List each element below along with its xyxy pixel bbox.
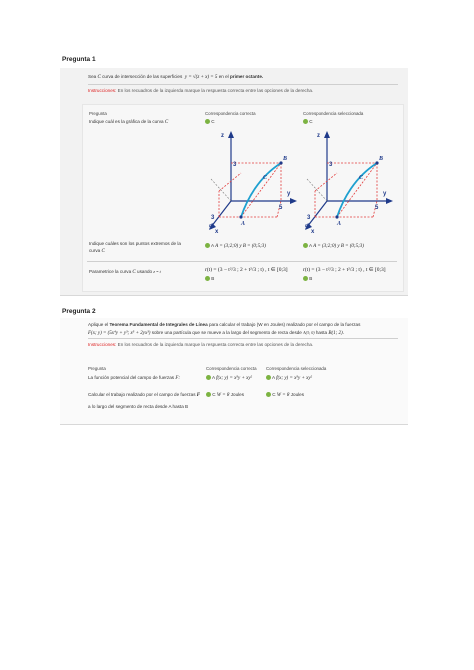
q1-item1-answer (205, 119, 215, 124)
q1-item2-selected-text: A = (3;2;0) y B = (0;5;3) (313, 244, 364, 249)
axis-y-label: y (383, 191, 387, 197)
q2-item2-answer (206, 392, 244, 398)
q2-item1-answer-letter: A (212, 375, 215, 380)
q2-divider (88, 338, 398, 339)
q1-item2-answer (205, 243, 266, 249)
q2-field: F(x; y) = (5x⁴y + y³; x⁵ + 2yx³) (88, 331, 151, 336)
q1-item1-answer-letter: C (211, 119, 215, 124)
q2-item1-answer (206, 375, 252, 381)
q2-line1-a: Aplique el (88, 322, 109, 327)
q1-item3-text: Parametrice la curva (89, 269, 132, 274)
q1-graph-selected (303, 129, 395, 233)
q1-graph-correct (207, 129, 299, 233)
q2-instructions (88, 342, 313, 347)
check-icon (266, 375, 271, 380)
q2-col-seleccionada: Correspondencia seleccionada (266, 366, 327, 371)
q1-stmt: curva de intersección de las superficies (102, 74, 183, 79)
check-icon (206, 375, 211, 380)
check-icon (205, 276, 210, 281)
q2-item1-question (88, 375, 180, 381)
q2-item1-selected-letter: A (272, 375, 275, 380)
q2-point-b: B(1; 2). (328, 331, 344, 336)
q2-col-pregunta: Pregunta (88, 366, 106, 371)
axis-x-label: x (215, 229, 219, 233)
q2-point-a: A(3; 0) (303, 330, 315, 335)
q2-theorem: Teorema Fundamental de Integrales de Línea (109, 322, 208, 327)
q1-item2-line2 (89, 248, 181, 254)
q1-item3-answer (205, 267, 288, 281)
curve-c-label: C (359, 175, 364, 181)
q1-item3-answer-letter: B (211, 276, 215, 281)
tick-y-5: 5 (375, 205, 379, 211)
tick-z-3: 3 (329, 162, 333, 168)
point-a-label: A (241, 221, 246, 227)
q1-item3-question (89, 269, 161, 275)
q1-curve-var: C (97, 75, 101, 80)
q1-item2-var: C (101, 249, 105, 254)
q2-item2-selected-unit: Joules (290, 392, 304, 397)
check-icon (303, 243, 308, 248)
q1-item3-param: z = t (153, 269, 161, 274)
curve-c-label: C (263, 175, 268, 181)
q2-line1-b: para calcular el trabajo (W en Joules) realizado por el campo de la fuerzas (208, 322, 361, 327)
q1-surfaces: y = √(z + x) = 5 (184, 75, 218, 80)
q2-hasta: hasta (315, 330, 328, 335)
q2-item2-selected-letter: C (272, 392, 276, 397)
point-b-label: B (379, 156, 384, 162)
q1-item3-selected-letter: B (309, 276, 313, 281)
q2-item2-answer-text: W = 8 (216, 393, 230, 398)
q1-sea: Sea (88, 74, 97, 79)
q1-table (82, 104, 404, 292)
q1-item1-selected[interactable] (303, 119, 313, 124)
q1-box (60, 68, 408, 296)
q2-item2-answer-letter: C (212, 392, 216, 397)
tick-x-3: 3 (307, 215, 311, 221)
q2-item2-var: F (196, 393, 201, 398)
q1-col-correcta: Correspondencia correcta (205, 111, 256, 116)
axis-y-label: y (287, 191, 291, 197)
q2-item2-question (88, 392, 200, 409)
q1-en-el: en el (218, 74, 229, 79)
q1-item3-selected[interactable] (303, 267, 386, 281)
q1-instr-lead: Instrucciones: (88, 88, 117, 93)
check-icon (303, 276, 308, 281)
q2-statement-l1 (88, 322, 360, 327)
tick-x-5: 5 (209, 225, 213, 231)
q2-item1-selected[interactable] (266, 375, 312, 381)
q1-statement (88, 74, 263, 80)
q2-title: Pregunta 2 (62, 308, 96, 315)
q1-item1-question (89, 119, 168, 125)
q1-item2-selected-letter: A (309, 243, 312, 248)
q1-item-divider (87, 261, 397, 262)
q2-item1-text: La función potencial del campo de fuerzas (88, 375, 175, 380)
q2-table (88, 366, 388, 418)
check-icon (205, 243, 210, 248)
q2-col-correcta: Correspondencia correcta (206, 366, 257, 371)
q1-item1-var: C (164, 120, 169, 125)
axis-z-label: z (317, 133, 320, 139)
q2-item1-answer-text: f(x; y) = x⁵y + xy² (216, 376, 253, 381)
q1-instructions (88, 88, 313, 93)
check-icon (206, 392, 211, 397)
check-icon (205, 119, 210, 124)
q2-instr-rest: En los recuadros de la izquierda marque la respuesta correcta entre las opciones de la derecha. (117, 342, 314, 347)
q2-box (60, 318, 408, 425)
q2-instr-lead: Instrucciones: (88, 342, 117, 347)
q1-item2-question (89, 241, 181, 254)
q1-col-pregunta: Pregunta (89, 111, 107, 116)
q1-col-seleccionada: Correspondencia seleccionada (303, 111, 364, 116)
q1-instr-rest: En los recuadros de la izquierda marque la respuesta correcta entre las opciones de la derecha. (117, 88, 314, 93)
axis-z-label: z (221, 133, 224, 139)
tick-x-5: 5 (305, 225, 309, 231)
q1-item2-answer-text: A = (3;2;0) y B = (0;5;3) (215, 244, 266, 249)
q2-item2-text: Calcular el trabajo realizado por el campo de fuerzas (88, 392, 196, 397)
check-icon (303, 119, 308, 124)
q2-item2-line1 (88, 392, 200, 398)
q1-item2-answer-letter: A (211, 243, 214, 248)
q1-divider (88, 84, 398, 85)
q2-statement-l2 (88, 330, 344, 336)
tick-z-3: 3 (233, 162, 237, 168)
point-a-label: A (337, 221, 342, 227)
tick-y-5: 5 (279, 205, 283, 211)
q2-item2-unit: Joules (230, 392, 244, 397)
q2-line2-b: sobre una partícula que se mueve a la largo del segmento de recta desde (151, 330, 302, 335)
axis-x-label: x (311, 229, 315, 233)
q2-item2-selected[interactable] (266, 392, 304, 398)
q2-item2-line2: a lo largo del segmento de recta desde A hasta B (88, 404, 189, 409)
q2-item2-selected-text: W = 8 (276, 393, 290, 398)
q1-octant: primer octante. (229, 74, 264, 79)
q1-item3-selected-text: r(t) = (3 − t²/3 ; 2 + t²/3 ; t) , t ∈ [0;3] (303, 267, 386, 273)
q1-item2-selected[interactable] (303, 243, 364, 249)
q1-item1-text: Indique cuál es la gráfica de la curva (89, 119, 164, 124)
q2-item1-var: F: (175, 376, 181, 381)
point-b-label: B (283, 156, 288, 162)
check-icon (266, 392, 271, 397)
q1-item3-answer-text: r(t) = (3 − t²/3 ; 2 + t²/3 ; t) , t ∈ [0;3] (205, 267, 288, 273)
q1-item3-using: usando (137, 269, 153, 274)
q1-item3-var: C (132, 270, 136, 275)
tick-x-3: 3 (211, 215, 215, 221)
q1-item2-line1: Indique cuáles son los puntos extremos de la (89, 241, 181, 246)
q2-item1-selected-text: f(x; y) = x⁵y + xy² (276, 376, 313, 381)
q1-item2-curva: curva (89, 248, 101, 253)
q1-title: Pregunta 1 (62, 56, 96, 63)
q1-item1-selected-letter: C (309, 119, 313, 124)
